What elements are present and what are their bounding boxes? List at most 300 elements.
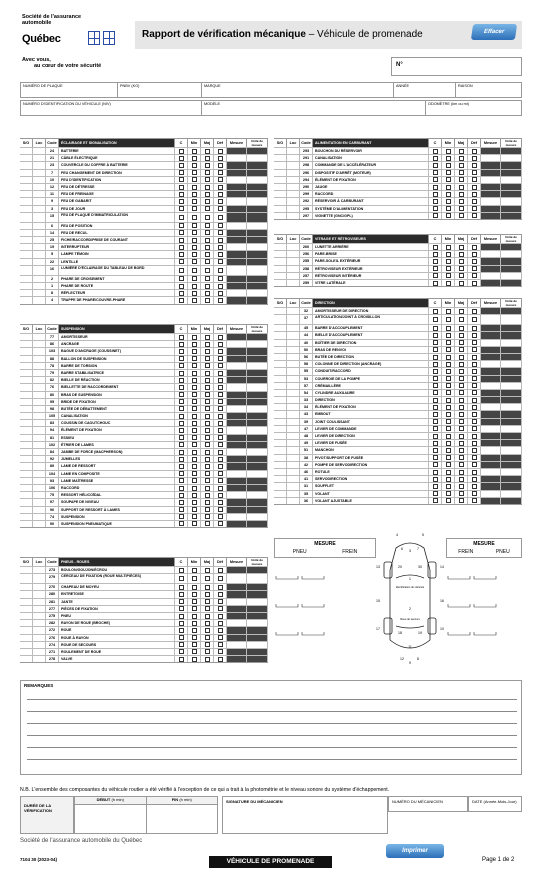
checkbox-square[interactable] [192,192,197,197]
unit-cell[interactable] [247,591,268,597]
checkbox[interactable] [214,155,227,161]
checkbox[interactable] [201,413,214,419]
loc-cell[interactable] [287,198,300,204]
checkbox-square[interactable] [179,199,184,204]
checkbox[interactable] [442,340,455,346]
checkbox[interactable] [188,283,201,289]
loc-cell[interactable] [33,213,46,222]
so-cell[interactable] [274,347,287,353]
so-cell[interactable] [20,370,33,376]
checkbox[interactable] [188,223,201,229]
unit-cell[interactable] [247,377,268,383]
checkbox-square[interactable] [459,266,464,271]
so-cell[interactable] [274,315,287,324]
checkbox[interactable] [442,170,455,176]
checkbox-square[interactable] [446,213,451,218]
checkbox[interactable] [429,483,442,489]
mesure-cell[interactable] [227,521,247,527]
checkbox[interactable] [175,148,188,154]
checkbox-square[interactable] [446,170,451,175]
checkbox-square[interactable] [192,349,197,354]
checkbox-square[interactable] [459,498,464,503]
unit-cell[interactable] [247,155,268,161]
checkbox[interactable] [201,341,214,347]
checkbox[interactable] [201,521,214,527]
mesure-cell[interactable] [227,384,247,390]
checkbox-square[interactable] [192,177,197,182]
checkbox[interactable] [201,198,214,204]
unit-cell[interactable] [501,213,522,219]
checkbox[interactable] [214,213,227,222]
checkbox[interactable] [188,521,201,527]
so-cell[interactable] [274,155,287,161]
checkbox-square[interactable] [433,192,438,197]
loc-cell[interactable] [33,392,46,398]
checkbox[interactable] [214,334,227,340]
checkbox-square[interactable] [218,284,223,289]
checkbox[interactable] [429,426,442,432]
mesure-cell[interactable] [481,308,501,314]
checkbox-square[interactable] [205,371,210,376]
checkbox-square[interactable] [218,199,223,204]
loc-cell[interactable] [33,499,46,505]
so-cell[interactable] [20,237,33,243]
checkbox[interactable] [455,206,468,212]
checkbox-square[interactable] [179,486,184,491]
fin-input[interactable] [147,805,218,834]
so-cell[interactable] [20,485,33,491]
so-cell[interactable] [20,413,33,419]
unit-cell[interactable] [501,170,522,176]
checkbox[interactable] [201,392,214,398]
checkbox[interactable] [175,155,188,161]
checkbox[interactable] [455,491,468,497]
checkbox[interactable] [429,376,442,382]
unit-cell[interactable] [247,584,268,590]
checkbox-square[interactable] [433,177,438,182]
unit-cell[interactable] [247,406,268,412]
so-cell[interactable] [20,456,33,462]
loc-cell[interactable] [287,213,300,219]
checkbox-square[interactable] [179,363,184,368]
unit-cell[interactable] [247,420,268,426]
unit-cell[interactable] [501,469,522,475]
checkbox[interactable] [175,635,188,641]
loc-cell[interactable] [33,244,46,250]
so-cell[interactable] [274,440,287,446]
unit-cell[interactable] [247,599,268,605]
checkbox[interactable] [455,397,468,403]
checkbox-square[interactable] [192,392,197,397]
checkbox[interactable] [188,244,201,250]
checkbox[interactable] [214,363,227,369]
checkbox-square[interactable] [459,149,464,154]
checkbox[interactable] [188,198,201,204]
checkbox[interactable] [188,377,201,383]
checkbox[interactable] [442,426,455,432]
checkbox-square[interactable] [446,355,451,360]
checkbox[interactable] [429,266,442,272]
so-cell[interactable] [20,463,33,469]
checkbox-square[interactable] [218,245,223,250]
loc-cell[interactable] [287,483,300,489]
unit-cell[interactable] [247,162,268,168]
checkbox[interactable] [442,266,455,272]
so-cell[interactable] [20,642,33,648]
checkbox[interactable] [429,170,442,176]
checkbox[interactable] [175,478,188,484]
checkbox-square[interactable] [179,442,184,447]
loc-cell[interactable] [33,613,46,619]
loc-cell[interactable] [287,368,300,374]
checkbox-square[interactable] [459,455,464,460]
checkbox[interactable] [429,184,442,190]
so-cell[interactable] [274,447,287,453]
checkbox-square[interactable] [218,177,223,182]
so-cell[interactable] [20,471,33,477]
checkbox[interactable] [175,606,188,612]
checkbox-square[interactable] [179,457,184,462]
unit-cell[interactable] [247,276,268,282]
checkbox[interactable] [214,384,227,390]
checkbox[interactable] [429,476,442,482]
checkbox-square[interactable] [179,585,184,590]
unit-cell[interactable] [247,514,268,520]
checkbox-square[interactable] [205,252,210,257]
checkbox-square[interactable] [218,421,223,426]
checkbox-square[interactable] [446,317,451,322]
mesure-cell[interactable] [481,325,501,331]
checkbox-square[interactable] [459,412,464,417]
unit-cell[interactable] [501,354,522,360]
unit-cell[interactable] [501,483,522,489]
mesure-cell[interactable] [481,191,501,197]
checkbox-square[interactable] [459,185,464,190]
checkbox[interactable] [455,390,468,396]
checkbox-square[interactable] [218,576,223,581]
so-cell[interactable] [274,404,287,410]
so-cell[interactable] [274,390,287,396]
checkbox[interactable] [429,440,442,446]
checkbox[interactable] [175,471,188,477]
checkbox-square[interactable] [446,177,451,182]
checkbox-square[interactable] [472,213,477,218]
checkbox[interactable] [201,148,214,154]
mesure-cell[interactable] [481,440,501,446]
checkbox-square[interactable] [433,470,438,475]
mesure-cell[interactable] [227,223,247,229]
checkbox-square[interactable] [472,498,477,503]
checkbox-square[interactable] [205,185,210,190]
checkbox[interactable] [442,361,455,367]
unit-cell[interactable] [247,251,268,257]
checkbox-square[interactable] [459,252,464,257]
unit-cell[interactable] [247,485,268,491]
mesure-cell[interactable] [227,283,247,289]
checkbox[interactable] [175,599,188,605]
checkbox[interactable] [188,170,201,176]
checkbox[interactable] [175,620,188,626]
checkbox-square[interactable] [433,170,438,175]
checkbox[interactable] [442,411,455,417]
checkbox-square[interactable] [205,435,210,440]
checkbox[interactable] [214,356,227,362]
mesure-cell[interactable] [227,392,247,398]
checkbox[interactable] [455,162,468,168]
checkbox-square[interactable] [192,406,197,411]
checkbox-square[interactable] [205,493,210,498]
checkbox-square[interactable] [459,484,464,489]
checkbox[interactable] [201,170,214,176]
so-cell[interactable] [274,419,287,425]
unit-cell[interactable] [247,184,268,190]
checkbox-square[interactable] [218,457,223,462]
unit-cell[interactable] [501,177,522,183]
loc-cell[interactable] [287,177,300,183]
checkbox[interactable] [455,244,468,250]
so-cell[interactable] [20,406,33,412]
checkbox-square[interactable] [433,156,438,161]
unit-cell[interactable] [247,213,268,222]
checkbox-square[interactable] [459,192,464,197]
loc-cell[interactable] [33,348,46,354]
checkbox-square[interactable] [179,392,184,397]
checkbox[interactable] [442,315,455,324]
date-field[interactable]: DATE (Année-Mois-Jour) [468,796,522,812]
checkbox-square[interactable] [472,340,477,345]
checkbox-square[interactable] [218,223,223,228]
checkbox-square[interactable] [446,462,451,467]
checkbox-square[interactable] [205,363,210,368]
checkbox[interactable] [175,591,188,597]
checkbox[interactable] [468,177,481,183]
checkbox-square[interactable] [218,478,223,483]
mesure-cell[interactable] [481,177,501,183]
checkbox[interactable] [188,591,201,597]
odometre-field[interactable]: ODOMÈTRE (km ou mi) [425,101,523,115]
checkbox[interactable] [214,377,227,383]
checkbox-square[interactable] [179,230,184,235]
checkbox-square[interactable] [446,405,451,410]
checkbox[interactable] [455,383,468,389]
checkbox[interactable] [214,449,227,455]
unit-cell[interactable] [247,442,268,448]
checkbox-square[interactable] [472,309,477,314]
checkbox[interactable] [175,656,188,662]
plaque-field[interactable]: NUMÉRO DE PLAQUE [23,84,63,88]
checkbox-square[interactable] [218,276,223,281]
so-cell[interactable] [274,455,287,461]
checkbox[interactable] [175,370,188,376]
so-cell[interactable] [20,191,33,197]
checkbox[interactable] [175,584,188,590]
checkbox[interactable] [201,591,214,597]
checkbox-square[interactable] [472,185,477,190]
unit-cell[interactable] [247,297,268,303]
checkbox[interactable] [214,627,227,633]
checkbox[interactable] [468,411,481,417]
checkbox-square[interactable] [472,390,477,395]
mesure-cell[interactable] [481,280,501,286]
checkbox[interactable] [201,620,214,626]
loc-cell[interactable] [33,584,46,590]
checkbox-square[interactable] [218,621,223,626]
checkbox[interactable] [188,237,201,243]
unit-cell[interactable] [247,463,268,469]
checkbox[interactable] [201,492,214,498]
mesure-cell[interactable] [227,290,247,296]
unit-cell[interactable] [247,456,268,462]
loc-cell[interactable] [287,184,300,190]
checkbox[interactable] [468,426,481,432]
checkbox[interactable] [201,471,214,477]
so-cell[interactable] [20,427,33,433]
checkbox-square[interactable] [446,434,451,439]
checkbox[interactable] [214,463,227,469]
checkbox-square[interactable] [192,298,197,303]
checkbox[interactable] [214,499,227,505]
checkbox[interactable] [175,442,188,448]
checkbox[interactable] [188,297,201,303]
unit-cell[interactable] [247,606,268,612]
checkbox[interactable] [175,348,188,354]
checkbox[interactable] [468,483,481,489]
mesure-cell[interactable] [227,177,247,183]
checkbox[interactable] [175,613,188,619]
unit-cell[interactable] [501,433,522,439]
unit-cell[interactable] [247,499,268,505]
checkbox-square[interactable] [472,259,477,264]
checkbox[interactable] [468,280,481,286]
unit-cell[interactable] [247,399,268,405]
mesure-cell[interactable] [227,514,247,520]
loc-cell[interactable] [33,290,46,296]
checkbox-square[interactable] [205,642,210,647]
mesure-cell[interactable] [227,237,247,243]
checkbox-square[interactable] [446,309,451,314]
so-cell[interactable] [20,251,33,257]
loc-cell[interactable] [287,162,300,168]
checkbox-square[interactable] [205,464,210,469]
loc-cell[interactable] [33,635,46,641]
loc-cell[interactable] [33,148,46,154]
checkbox-square[interactable] [472,266,477,271]
loc-cell[interactable] [33,155,46,161]
checkbox[interactable] [201,514,214,520]
checkbox[interactable] [442,308,455,314]
unit-cell[interactable] [501,455,522,461]
checkbox-square[interactable] [433,441,438,446]
checkbox[interactable] [214,507,227,513]
checkbox-square[interactable] [179,268,184,273]
checkbox[interactable] [468,273,481,279]
checkbox-square[interactable] [205,428,210,433]
mesure-cell[interactable] [481,368,501,374]
so-cell[interactable] [274,361,287,367]
unit-cell[interactable] [247,642,268,648]
unit-cell[interactable] [247,290,268,296]
loc-cell[interactable] [33,283,46,289]
checkbox-square[interactable] [218,414,223,419]
checkbox-square[interactable] [218,649,223,654]
checkbox[interactable] [201,442,214,448]
checkbox-square[interactable] [218,500,223,505]
checkbox[interactable] [468,184,481,190]
checkbox[interactable] [455,177,468,183]
loc-cell[interactable] [287,440,300,446]
mesure-cell[interactable] [227,471,247,477]
mesure-cell[interactable] [481,390,501,396]
checkbox-square[interactable] [192,215,197,220]
checkbox[interactable] [188,649,201,655]
checkbox[interactable] [429,462,442,468]
checkbox-square[interactable] [472,317,477,322]
checkbox[interactable] [188,507,201,513]
mesure-cell[interactable] [227,170,247,176]
checkbox-square[interactable] [433,317,438,322]
so-cell[interactable] [274,162,287,168]
checkbox-square[interactable] [446,498,451,503]
checkbox-square[interactable] [179,223,184,228]
mesure-cell[interactable] [481,383,501,389]
mesure-cell[interactable] [227,413,247,419]
checkbox-square[interactable] [218,450,223,455]
mesure-cell[interactable] [227,456,247,462]
mesure-cell[interactable] [227,251,247,257]
mesure-cell[interactable] [481,162,501,168]
checkbox-square[interactable] [179,192,184,197]
loc-cell[interactable] [33,420,46,426]
checkbox[interactable] [455,155,468,161]
checkbox-square[interactable] [459,426,464,431]
checkbox-square[interactable] [472,355,477,360]
checkbox-square[interactable] [459,156,464,161]
checkbox-square[interactable] [205,276,210,281]
so-cell[interactable] [274,266,287,272]
so-cell[interactable] [274,426,287,432]
unit-cell[interactable] [247,627,268,633]
mesure-cell[interactable] [227,334,247,340]
loc-cell[interactable] [287,280,300,286]
checkbox[interactable] [214,184,227,190]
checkbox[interactable] [455,426,468,432]
checkbox-square[interactable] [192,457,197,462]
unit-cell[interactable] [501,361,522,367]
unit-cell[interactable] [501,347,522,353]
checkbox[interactable] [429,397,442,403]
unit-cell[interactable] [247,341,268,347]
mesure-cell[interactable] [481,411,501,417]
checkbox-square[interactable] [218,206,223,211]
checkbox-square[interactable] [472,426,477,431]
checkbox[interactable] [214,413,227,419]
checkbox[interactable] [442,258,455,264]
so-cell[interactable] [20,584,33,590]
mesure-cell[interactable] [227,435,247,441]
checkbox-square[interactable] [192,486,197,491]
checkbox[interactable] [429,361,442,367]
checkbox[interactable] [201,162,214,168]
unit-cell[interactable] [501,273,522,279]
loc-cell[interactable] [287,191,300,197]
mesure-cell[interactable] [481,447,501,453]
so-cell[interactable] [274,462,287,468]
mesure-cell[interactable] [227,276,247,282]
checkbox-square[interactable] [205,442,210,447]
checkbox[interactable] [429,332,442,338]
checkbox-square[interactable] [218,471,223,476]
mesure-cell[interactable] [227,627,247,633]
